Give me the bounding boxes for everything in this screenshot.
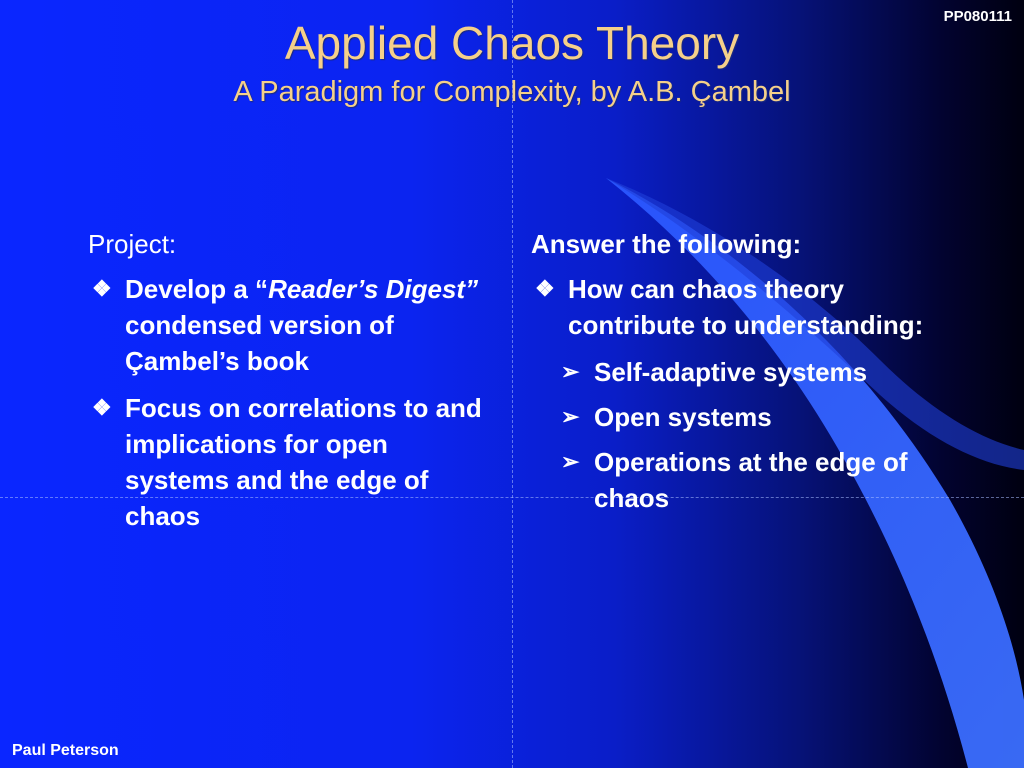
item-text-after: condensed version of Çambel’s book — [125, 310, 394, 376]
sub-list-item — [531, 399, 951, 435]
sub-list-item — [531, 444, 951, 516]
sub-item-text: Operations at the edge of chaos — [594, 447, 908, 513]
left-column — [88, 226, 488, 545]
item-text-italic: Reader’s Digest” — [268, 274, 479, 304]
list-item — [88, 271, 488, 379]
sub-list-item — [531, 354, 951, 390]
arrow-bullet-icon: ➢ — [561, 359, 580, 384]
arrow-bullet-icon: ➢ — [561, 404, 580, 429]
item-text-before: Develop a “ — [125, 274, 269, 304]
slide-id: PP080111 — [943, 8, 1012, 25]
list-item — [88, 390, 488, 534]
right-column — [531, 226, 951, 525]
sub-item-text: Open systems — [594, 402, 772, 432]
diamond-bullet-icon: ❖ — [92, 395, 112, 420]
slide-title: Applied Chaos Theory — [284, 17, 740, 69]
diamond-bullet-icon: ❖ — [535, 276, 555, 301]
sub-item-text: Self-adaptive systems — [594, 357, 868, 387]
list-item — [531, 271, 951, 343]
arrow-bullet-icon: ➢ — [561, 449, 580, 474]
author-name: Paul Peterson — [12, 742, 119, 759]
guide-line-vertical — [512, 0, 513, 768]
slide-subtitle: A Paradigm for Complexity, by A.B. Çambel — [233, 76, 791, 108]
left-column-heading: Project: — [88, 229, 177, 259]
diamond-bullet-icon: ❖ — [92, 276, 112, 301]
item-text: Focus on correlations to and implications for open systems and the edge of chaos — [125, 393, 482, 531]
item-text: How can chaos theory contribute to understanding: — [568, 274, 924, 340]
right-column-heading: Answer the following: — [531, 229, 802, 259]
